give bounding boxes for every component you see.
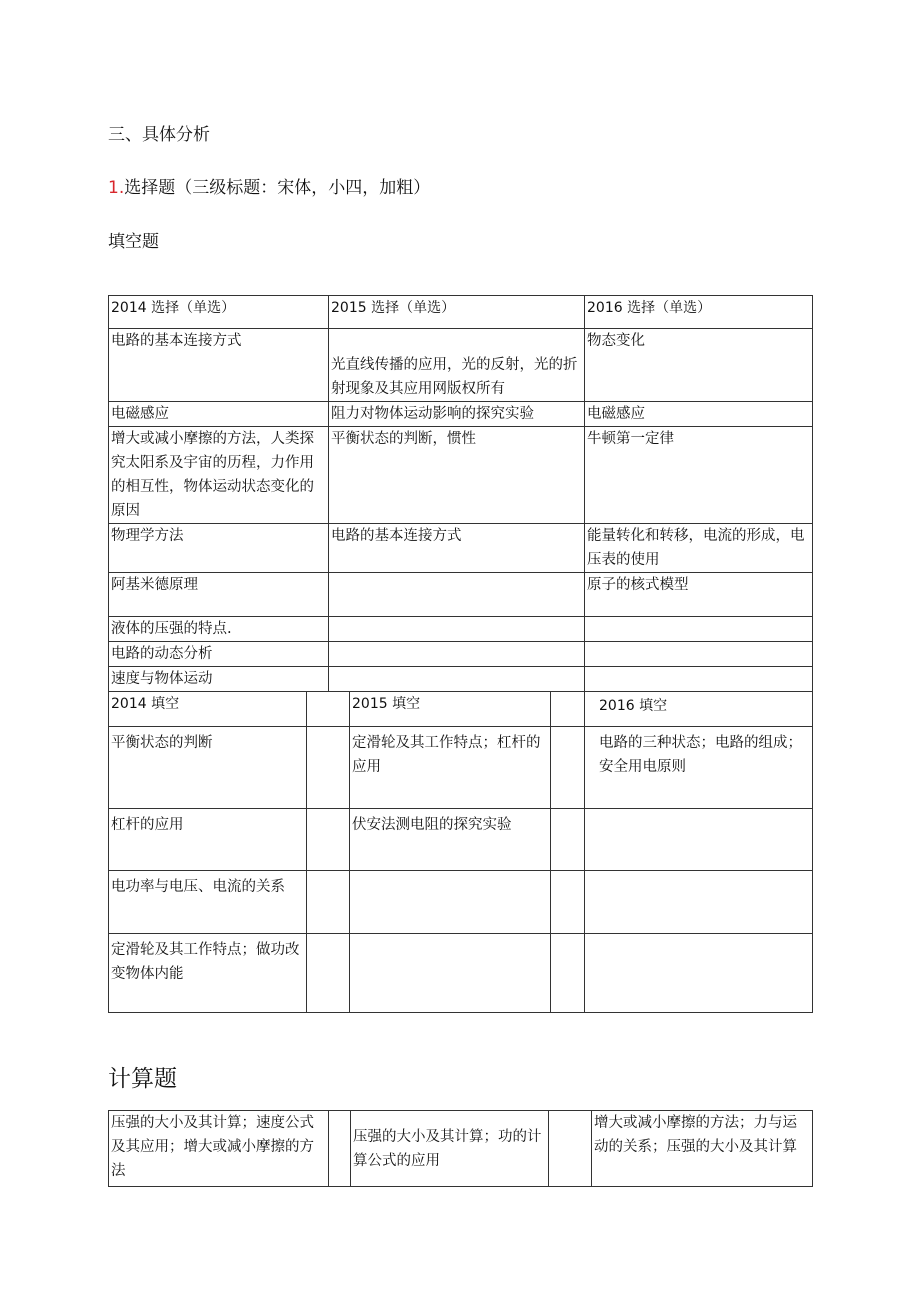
table-cell: 增大或减小摩擦的方法，人类探究太阳系及宇宙的历程，力作用的相互性，物体运动状态变化的原因 bbox=[109, 427, 329, 524]
choice-table bbox=[108, 295, 813, 692]
calc-table bbox=[108, 1110, 813, 1187]
table-cell: 电磁感应 bbox=[585, 402, 813, 427]
heading-number: 1. bbox=[108, 178, 125, 198]
spacer-cell bbox=[329, 1111, 351, 1187]
table-row bbox=[109, 871, 813, 934]
header-cell: 2015 填空 bbox=[350, 692, 551, 727]
table-cell: 定滑轮及其工作特点；做功改变物体内能 bbox=[109, 934, 307, 1013]
table-cell: 能量转化和转移，电流的形成，电压表的使用 bbox=[585, 524, 813, 573]
table-row bbox=[109, 1111, 813, 1187]
table-cell bbox=[585, 667, 813, 692]
spacer-cell bbox=[549, 1111, 592, 1187]
spacer-cell bbox=[307, 809, 350, 871]
spacer-cell bbox=[307, 692, 350, 727]
header-cell: 2014 填空 bbox=[109, 692, 307, 727]
table-cell: 电路的基本连接方式 bbox=[329, 524, 585, 573]
calculation-heading: 计算题 bbox=[108, 1066, 177, 1092]
spacer-cell bbox=[307, 934, 350, 1013]
table-row bbox=[109, 524, 813, 573]
fill-blank-heading: 填空题 bbox=[108, 232, 159, 252]
table-cell: 阻力对物体运动影响的探究实验 bbox=[329, 402, 585, 427]
table-cell bbox=[350, 934, 551, 1013]
table-row bbox=[109, 427, 813, 524]
table-cell: 增大或减小摩擦的方法；力与运动的关系；压强的大小及其计算 bbox=[592, 1111, 813, 1187]
table-cell: 压强的大小及其计算；功的计算公式的应用 bbox=[351, 1111, 549, 1187]
table-cell bbox=[585, 934, 813, 1013]
header-cell: 2015 选择（单选） bbox=[329, 296, 585, 329]
table-cell: 电功率与电压、电流的关系 bbox=[109, 871, 307, 934]
spacer-cell bbox=[551, 934, 585, 1013]
header-cell: 2014 选择（单选） bbox=[109, 296, 329, 329]
table-header-row bbox=[109, 296, 813, 329]
table-cell: 原子的核式模型 bbox=[585, 573, 813, 617]
table-row bbox=[109, 402, 813, 427]
table-cell: 电路的基本连接方式 bbox=[109, 329, 329, 402]
table-cell: 伏安法测电阻的探究实验 bbox=[350, 809, 551, 871]
spacer-cell bbox=[551, 809, 585, 871]
spacer-cell bbox=[551, 871, 585, 934]
table-cell bbox=[329, 617, 585, 642]
table-cell bbox=[585, 809, 813, 871]
table-cell: 定滑轮及其工作特点；杠杆的应用 bbox=[350, 727, 551, 809]
table-cell: 电路的动态分析 bbox=[109, 642, 329, 667]
table-row bbox=[109, 667, 813, 692]
spacer-cell bbox=[551, 727, 585, 809]
table-cell bbox=[585, 642, 813, 667]
table-cell bbox=[329, 573, 585, 617]
table-cell: 阿基米德原理 bbox=[109, 573, 329, 617]
spacer-cell bbox=[307, 871, 350, 934]
table-cell: 物态变化 bbox=[585, 329, 813, 402]
fill-table bbox=[108, 691, 813, 1013]
multiple-choice-heading bbox=[108, 173, 430, 198]
table-cell: 光直线传播的应用，光的反射，光的折射现象及其应用网版权所有 bbox=[329, 329, 585, 402]
header-cell: 2016 填空 bbox=[585, 692, 813, 727]
table-row bbox=[109, 934, 813, 1013]
table-cell: 平衡状态的判断，惯性 bbox=[329, 427, 585, 524]
table-row bbox=[109, 809, 813, 871]
table-cell: 平衡状态的判断 bbox=[109, 727, 307, 809]
table-cell bbox=[585, 617, 813, 642]
table-header-row bbox=[109, 692, 813, 727]
heading-title: 选择题（三级标题：宋体，小四，加粗） bbox=[124, 178, 431, 198]
table-row bbox=[109, 727, 813, 809]
table-cell bbox=[585, 871, 813, 934]
table-cell: 压强的大小及其计算；速度公式及其应用；增大或减小摩擦的方法 bbox=[109, 1111, 329, 1187]
table-row bbox=[109, 642, 813, 667]
table-cell: 物理学方法 bbox=[109, 524, 329, 573]
spacer-cell bbox=[307, 727, 350, 809]
section-heading: 三、具体分析 bbox=[108, 125, 210, 145]
header-cell: 2016 选择（单选） bbox=[585, 296, 813, 329]
table-cell: 牛顿第一定律 bbox=[585, 427, 813, 524]
spacer-cell bbox=[551, 692, 585, 727]
table-cell bbox=[329, 667, 585, 692]
table-cell bbox=[350, 871, 551, 934]
table-cell: 电路的三种状态；电路的组成；安全用电原则 bbox=[585, 727, 813, 809]
table-cell: 电磁感应 bbox=[109, 402, 329, 427]
table-row bbox=[109, 617, 813, 642]
table-row bbox=[109, 573, 813, 617]
table-cell: 杠杆的应用 bbox=[109, 809, 307, 871]
table-cell: 速度与物体运动 bbox=[109, 667, 329, 692]
table-row bbox=[109, 329, 813, 402]
table-cell: 液体的压强的特点. bbox=[109, 617, 329, 642]
table-cell bbox=[329, 642, 585, 667]
